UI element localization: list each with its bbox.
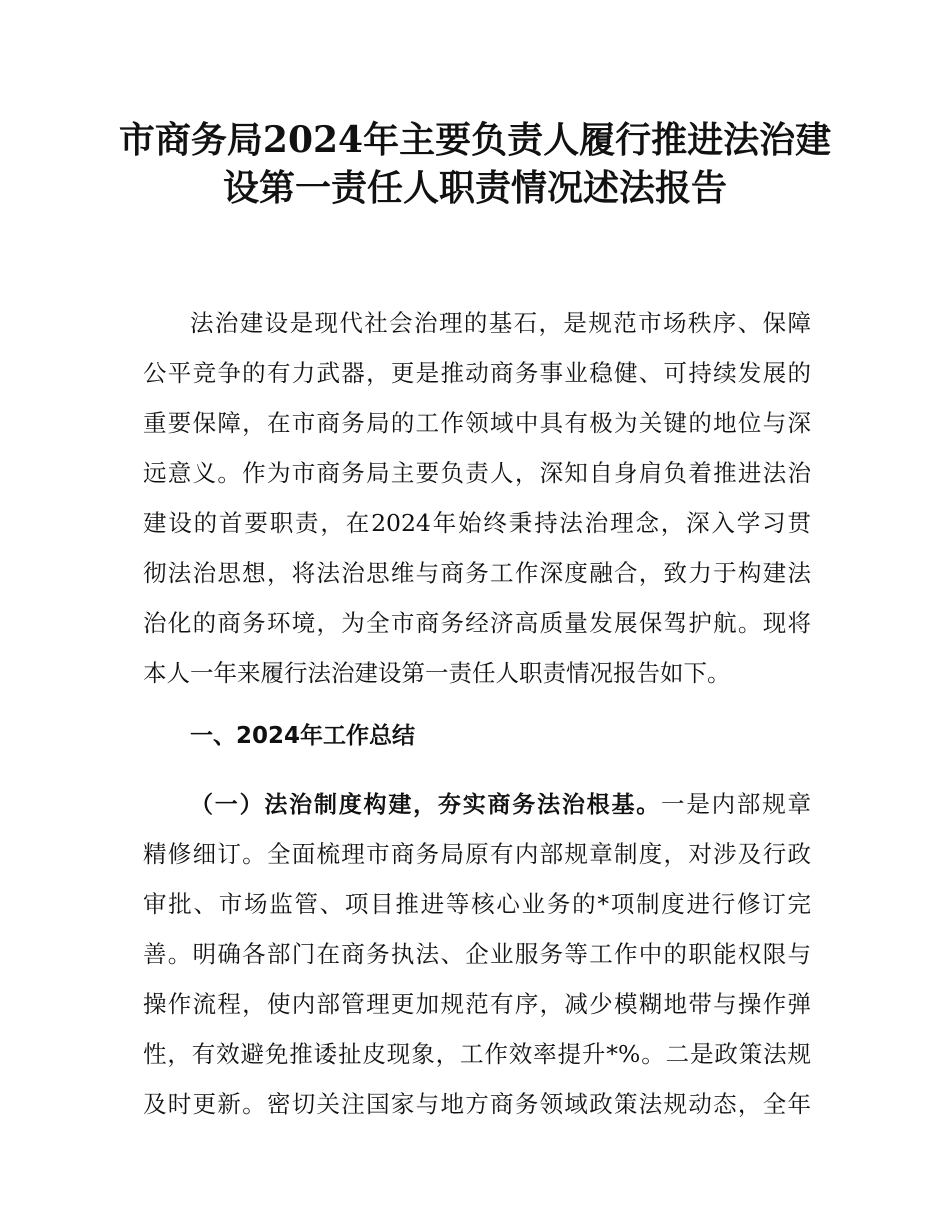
document-title-line-2: 设第一责任人职责情况述法报告 <box>222 167 727 209</box>
body-line-1: 精修细订。全面梳理市商务局原有内部规章制度，对涉及行政 <box>143 840 811 868</box>
section-heading: 一、2024年工作总结 <box>190 723 416 749</box>
intro-line-4: 远意义。作为市商务局主要负责人，深知自身肩负着推进法治 <box>143 459 811 487</box>
intro-line-7: 治化的商务环境，为全市商务经济高质量发展保驾护航。现将 <box>143 609 811 637</box>
document-title-line-1: 市商务局2024年主要负责人履行推进法治建 <box>118 119 832 161</box>
subsection-first-line <box>190 787 811 825</box>
body-line-4: 操作流程，使内部管理更加规范有序，减少模糊地带与操作弹 <box>143 990 811 1018</box>
body-line-2: 审批、市场监管、项目推进等核心业务的*项制度进行修订完 <box>143 890 811 918</box>
body-line-5: 性，有效避免推诿扯皮现象，工作效率提升*%。二是政策法规 <box>143 1040 811 1068</box>
body-line-3: 善。明确各部门在商务执法、企业服务等工作中的职能权限与 <box>143 940 811 968</box>
intro-line-8: 本人一年来履行法治建设第一责任人职责情况报告如下。 <box>143 659 731 687</box>
intro-line-2: 公平竞争的有力武器，更是推动商务事业稳健、可持续发展的 <box>143 359 811 387</box>
subsection-first-text: 一是内部规章 <box>661 790 812 818</box>
subsection-heading: （一）法治制度构建，夯实商务法治根基。 <box>190 792 662 818</box>
intro-line-3: 重要保障，在市商务局的工作领域中具有极为关键的地位与深 <box>143 409 811 437</box>
intro-line-1: 法治建设是现代社会治理的基石，是规范市场秩序、保障 <box>190 309 811 337</box>
body-line-6: 及时更新。密切关注国家与地方商务领域政策法规动态，全年 <box>143 1090 811 1118</box>
intro-line-5: 建设的首要职责，在2024年始终秉持法治理念，深入学习贯 <box>143 509 811 537</box>
intro-line-6: 彻法治思想，将法治思维与商务工作深度融合，致力于构建法 <box>143 559 811 587</box>
